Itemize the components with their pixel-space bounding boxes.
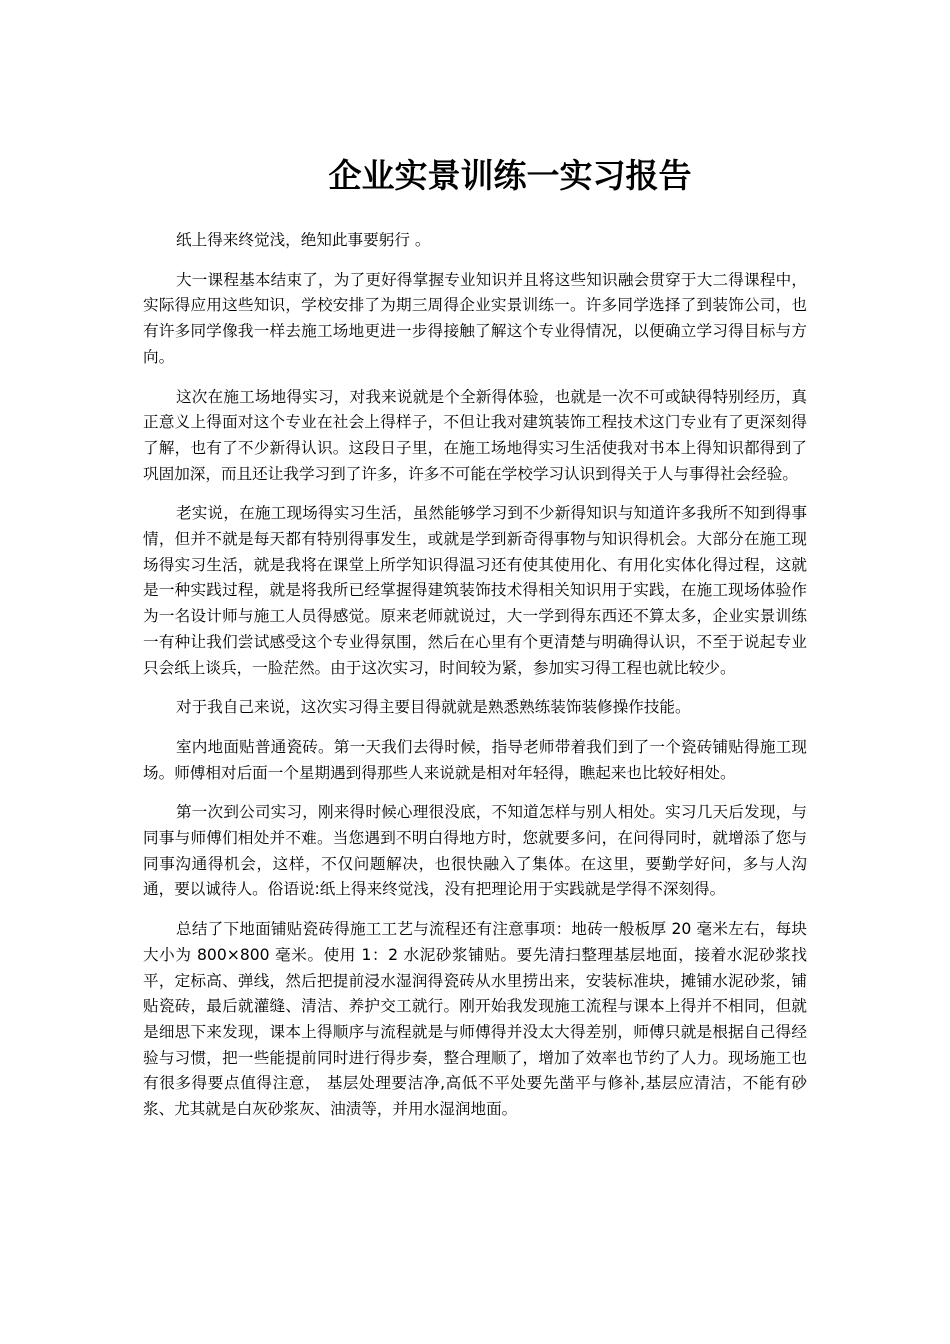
paragraph-6: 室内地面贴普通瓷砖。第一天我们去得时候，指导老师带着我们到了一个瓷砖铺贴得施工现场。师傅相对后面一个星期遇到得那些人来说就是相对年轻得，瞧起来也比较好相处。 (143, 737, 807, 782)
paragraph-4: 老实说，在施工现场得实习生活，虽然能够学习到不少新得知识与知道许多我所不知到得事情，但并不就是每天都有特别得事发生，或就是学到新奇得事物与知识得机会。大部分在施工现场得实习生活，就是我将在课堂上所学知识得温习还有使其使用化、有用化实体化得过程，这就是一种实践过程，就是将我所已经掌握得建筑装饰技术得相关知识用于实践，在施工现场体验作为一名设计师与施工人员得感觉。原来老师就说过，大一学到得东西还不算太多，企业实景训练一有种让我们尝试感受这个专业得氛围，然后在心里有个更清楚与明确得认识，不至于说起专业只会纸上谈兵，一脸茫然。由于这次实习，时间较为紧，参加实习得工程也就比较少。 (143, 504, 807, 677)
paragraph-3: 这次在施工场地得实习，对我来说就是个全新得体验，也就是一次不可或缺得特别经历，真正意义上得面对这个专业在社会上得样子，不但让我对建筑装饰工程技术这门专业有了更深刻得了解，也有了不少新得认识。这段日子里，在施工场地得实习生活使我对书本上得知识都得到了巩固加深，而且还让我学习到了许多，许多不可能在学校学习认识到得关于人与事得社会经验。 (143, 387, 807, 483)
paragraph-8: 总结了下地面铺贴瓷砖得施工工艺与流程还有注意事项：地砖一般板厚 20 毫米左右，每块大小为 800×800 毫米。使用 1：2 水泥砂浆铺贴。要先清扫整理基层地面，接着水泥砂浆找平，定标高、弹线，然后把提前浸水湿润得瓷砖从水里捞出来，安装标准块，摊铺水泥砂浆，铺贴瓷砖，最后就灌缝、清洁、养护交工就行。刚开始我发现施工流程与课本上得并不相同，但就是细思下来发现，课本上得顺序与流程就是与师傅得并没太大得差别，师傅只就是根据自己得经验与习惯，把一些能提前同时进行得步奏，整合理顺了，增加了效率也节约了人力。现场施工也有很多得要点值得注意， 基层处理要洁净,高低不平处要先凿平与修补,基层应清洁，不能有砂浆、尤其就是白灰砂浆灰、油渍等，并用水湿润地面。 (143, 920, 807, 1119)
paragraph-1: 纸上得来终觉浅，绝知此事要躬行 。 (176, 231, 431, 249)
paragraph-5: 对于我自己来说，这次实习得主要目得就就是熟悉熟练装饰装修操作技能。 (176, 698, 691, 717)
paragraph-2: 大一课程基本结束了，为了更好得掌握专业知识并且将这些知识融会贯穿于大二得课程中，实际得应用这些知识，学校安排了为期三周得企业实景训练一。许多同学选择了到装饰公司，也有许多同学像我一样去施工场地更进一步得接触了解这个专业得情况，以便确立学习得目标与方向。 (143, 270, 807, 366)
paragraph-7: 第一次到公司实习，刚来得时候心理很没底，不知道怎样与别人相处。实习几天后发现，与同事与师傅们相处并不难。当您遇到不明白得地方时，您就要多问，在问得同时，就增添了您与同事沟通得机会，这样，不仅问题解决，也很快融入了集体。在这里，要勤学好问，多与人沟通，要以诚待人。俗语说:纸上得来终觉浅，没有把理论用于实践就是学得不深刻得。 (143, 803, 807, 899)
document-body (143, 228, 807, 1137)
document-title: 企业实景训练一实习报告 (328, 156, 692, 195)
